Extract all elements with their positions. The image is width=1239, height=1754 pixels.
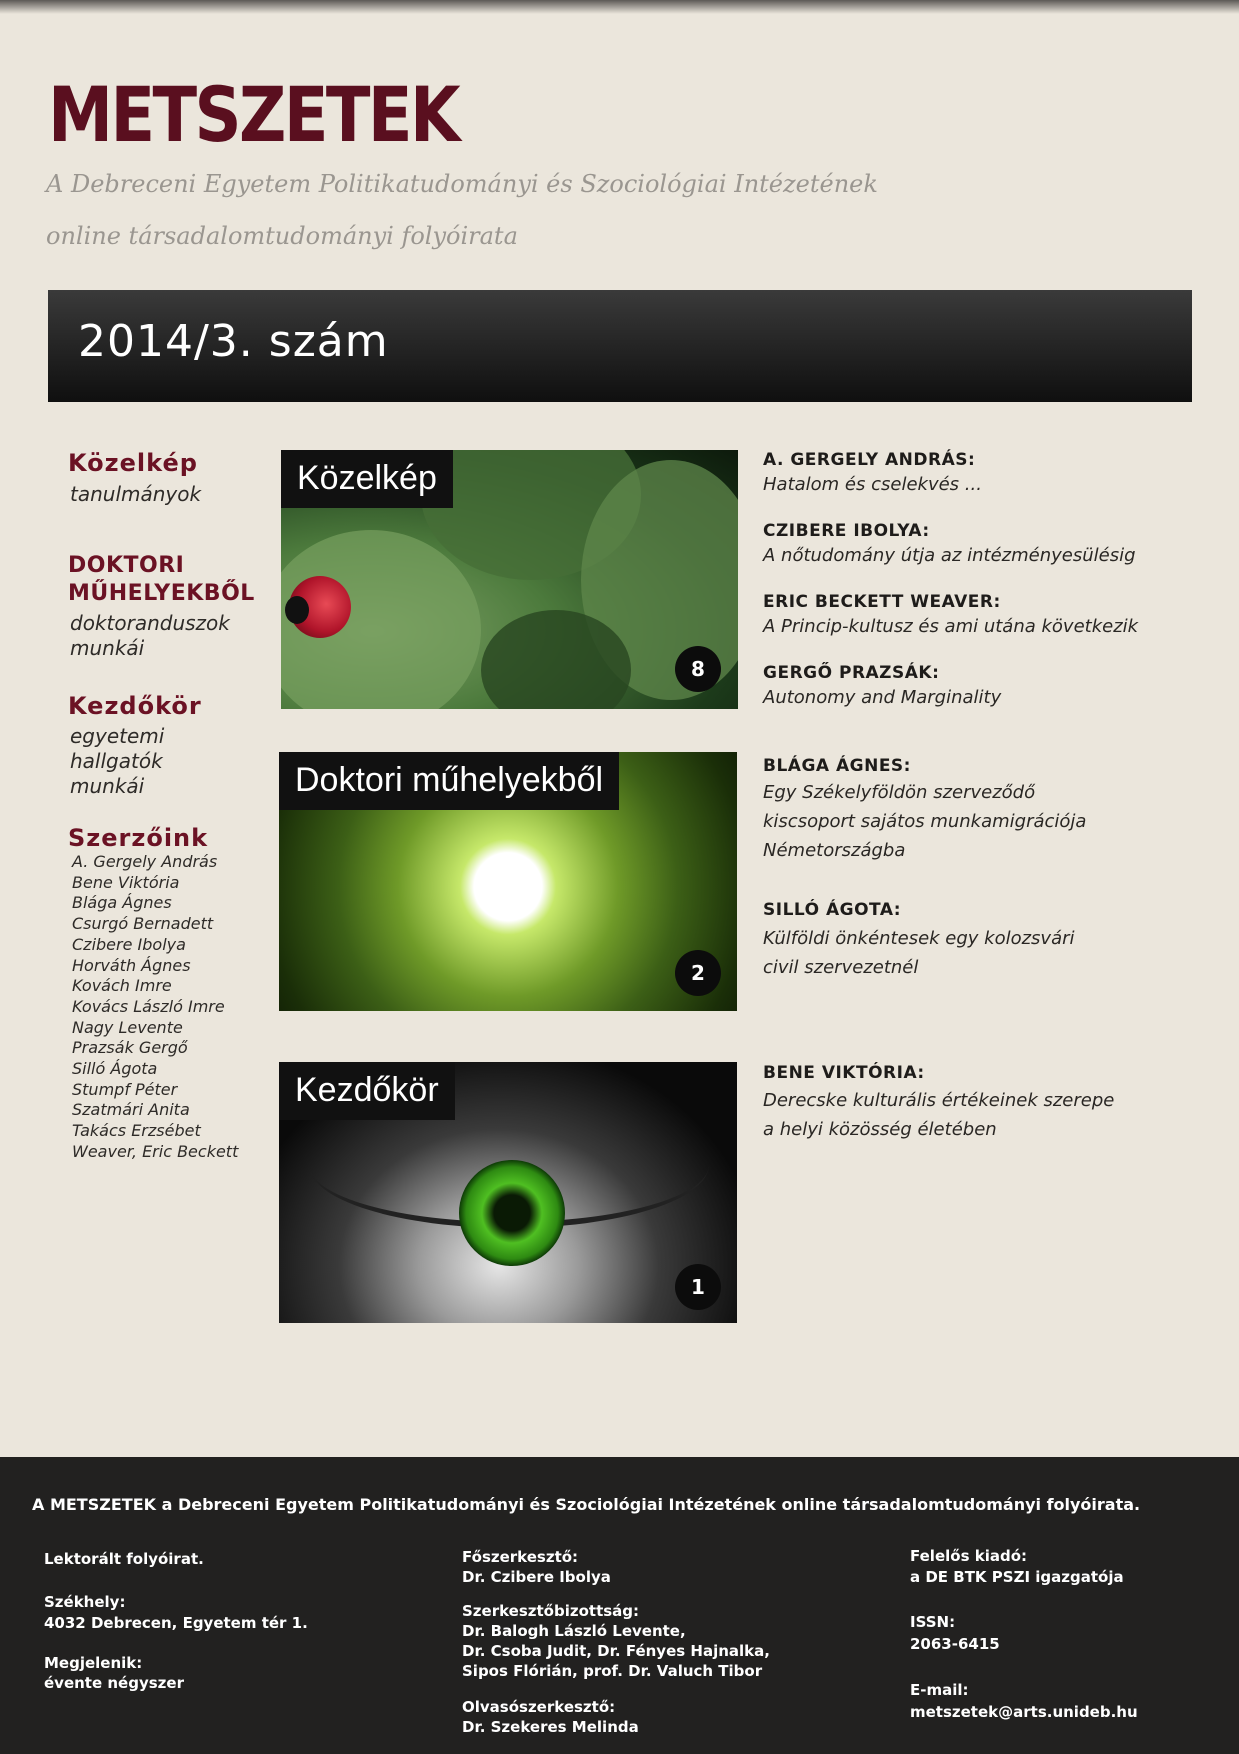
article-title-line: Derecske kulturális értékeinek szerepe (763, 1090, 1115, 1111)
footer-editor-label: Főszerkesztő: (462, 1548, 579, 1566)
footer-email-link[interactable]: metszetek@arts.unideb.hu (910, 1703, 1138, 1721)
card-label: Közelkép (281, 450, 453, 508)
author-link[interactable]: Czibere Ibolya (72, 934, 186, 954)
article-author: GERGŐ PRAZSÁK: (763, 663, 940, 683)
footer-lead: A METSZETEK a Debreceni Egyetem Politikatudományi és Szociológiai Intézetének online társadalomtudományi folyóirata. (32, 1495, 1141, 1514)
author-link[interactable]: Prazsák Gergő (72, 1038, 188, 1058)
article-count-badge: 2 (675, 950, 721, 996)
footer-reader-label: Olvasószerkesztő: (462, 1698, 616, 1716)
card-label: Kezdőkör (279, 1062, 455, 1120)
article-title-link[interactable]: A Princip-kultusz és ami utána következik (763, 616, 1139, 637)
article-title-line: a helyi közösség életében (763, 1119, 997, 1140)
card-doktori[interactable] (279, 752, 737, 1011)
article-title-line: civil szervezetnél (763, 957, 919, 978)
author-link[interactable]: Kovách Imre (72, 976, 172, 996)
article-author: BENE VIKTÓRIA: (763, 1063, 925, 1083)
article-title-link[interactable]: Autonomy and Marginality (763, 687, 1002, 708)
footer-issn: 2063-6415 (910, 1635, 1000, 1653)
footer-seat: 4032 Debrecen, Egyetem tér 1. (44, 1614, 308, 1632)
menu-kezdokor-sub (70, 724, 164, 799)
author-link[interactable]: Stumpf Péter (72, 1079, 178, 1099)
issue-title: 2014/3. szám (78, 316, 389, 367)
author-link[interactable]: Szatmári Anita (72, 1100, 190, 1120)
article-title-line: kiscsoport sajátos munkamigrációja (763, 811, 1087, 832)
footer-issn-label: ISSN: (910, 1613, 956, 1631)
footer-board-line: Sipos Flórián, prof. Dr. Valuch Tibor (462, 1662, 763, 1680)
top-shadow (0, 0, 1239, 14)
card-kozelkep[interactable] (281, 450, 738, 709)
menu-szerzoink[interactable]: Szerzőink (68, 824, 209, 852)
menu-doktori-line1: DOKTORI (68, 553, 185, 578)
footer-frequency: évente négyszer (44, 1674, 184, 1692)
menu-kezdokor[interactable]: Kezdőkör (68, 692, 202, 720)
author-link[interactable]: Takács Erzsébet (72, 1121, 201, 1141)
author-link[interactable]: Csurgó Bernadett (72, 914, 214, 934)
article-title-link[interactable] (763, 924, 1075, 982)
footer-board-label: Szerkesztőbizottság: (462, 1602, 640, 1620)
footer-frequency-label: Megjelenik: (44, 1654, 143, 1672)
card-label: Doktori műhelyekből (279, 752, 619, 810)
author-link[interactable]: Bene Viktória (72, 872, 180, 892)
footer (0, 1457, 1239, 1754)
article-author: CZIBERE IBOLYA: (763, 521, 930, 541)
article-title-link[interactable]: Hatalom és cselekvés ... (763, 474, 982, 495)
footer-reader: Dr. Szekeres Melinda (462, 1718, 639, 1736)
author-link[interactable]: Blága Ágnes (72, 893, 172, 913)
author-link[interactable]: Silló Ágota (72, 1059, 158, 1079)
menu-doktori-line2: MŰHELYEKBŐL (68, 581, 255, 606)
menu-doktori-sub-line1: doktoranduszok (70, 611, 230, 635)
article-title-line: Egy Székelyföldön szerveződő (763, 782, 1036, 803)
author-link[interactable]: Nagy Levente (72, 1017, 183, 1037)
article-title-link[interactable] (763, 778, 1086, 865)
article-title-line: Németországba (763, 840, 906, 861)
article-title-link[interactable]: A nőtudomány útja az intézményesülésig (763, 545, 1136, 566)
journal-subtitle-line2: online társadalomtudományi folyóirata (46, 222, 518, 250)
footer-board-line: Dr. Balogh László Levente, (462, 1622, 686, 1640)
footer-publisher-label: Felelős kiadó: (910, 1547, 1028, 1565)
issue-banner (48, 290, 1192, 402)
footer-email-label: E-mail: (910, 1681, 969, 1699)
journal-subtitle-line1: A Debreceni Egyetem Politikatudományi és Szociológiai Intézetének (46, 170, 878, 198)
article-author: ERIC BECKETT WEAVER: (763, 592, 1001, 612)
journal-logo[interactable]: METSZETEK (48, 70, 459, 159)
author-list (72, 852, 238, 1163)
footer-publisher: a DE BTK PSZI igazgatója (910, 1568, 1124, 1586)
footer-seat-label: Székhely: (44, 1593, 126, 1611)
article-count-badge: 8 (675, 646, 721, 692)
eye-iris-icon (459, 1160, 565, 1266)
author-link[interactable]: A. Gergely András (72, 852, 218, 871)
author-link[interactable]: Horváth Ágnes (72, 955, 191, 975)
author-link[interactable]: Kovács László Imre (72, 996, 225, 1016)
article-title-link[interactable] (763, 1086, 1114, 1144)
menu-kezdokor-sub-line3: munkái (70, 774, 145, 798)
card-kezdokor[interactable] (279, 1062, 737, 1323)
article-count-badge: 1 (675, 1264, 721, 1310)
footer-reviewed: Lektorált folyóirat. (44, 1550, 204, 1568)
article-author: SILLÓ ÁGOTA: (763, 900, 902, 920)
footer-board-line: Dr. Csoba Judit, Dr. Fényes Hajnalka, (462, 1642, 770, 1660)
menu-kozelkep[interactable]: Közelkép (68, 449, 198, 477)
menu-doktori-sub-line2: munkái (70, 636, 145, 660)
menu-kezdokor-sub-line1: egyetemi (70, 724, 165, 748)
menu-doktori-sub (70, 611, 230, 661)
menu-doktori[interactable] (68, 552, 255, 608)
article-title-line: Külföldi önkéntesek egy kolozsvári (763, 928, 1075, 949)
menu-kezdokor-sub-line2: hallgatók (70, 749, 163, 773)
footer-editor: Dr. Czibere Ibolya (462, 1568, 611, 1586)
menu-kozelkep-sub: tanulmányok (70, 482, 202, 506)
author-link[interactable]: Weaver, Eric Beckett (72, 1141, 239, 1161)
article-author: BLÁGA ÁGNES: (763, 756, 911, 776)
article-author: A. GERGELY ANDRÁS: (763, 450, 976, 470)
